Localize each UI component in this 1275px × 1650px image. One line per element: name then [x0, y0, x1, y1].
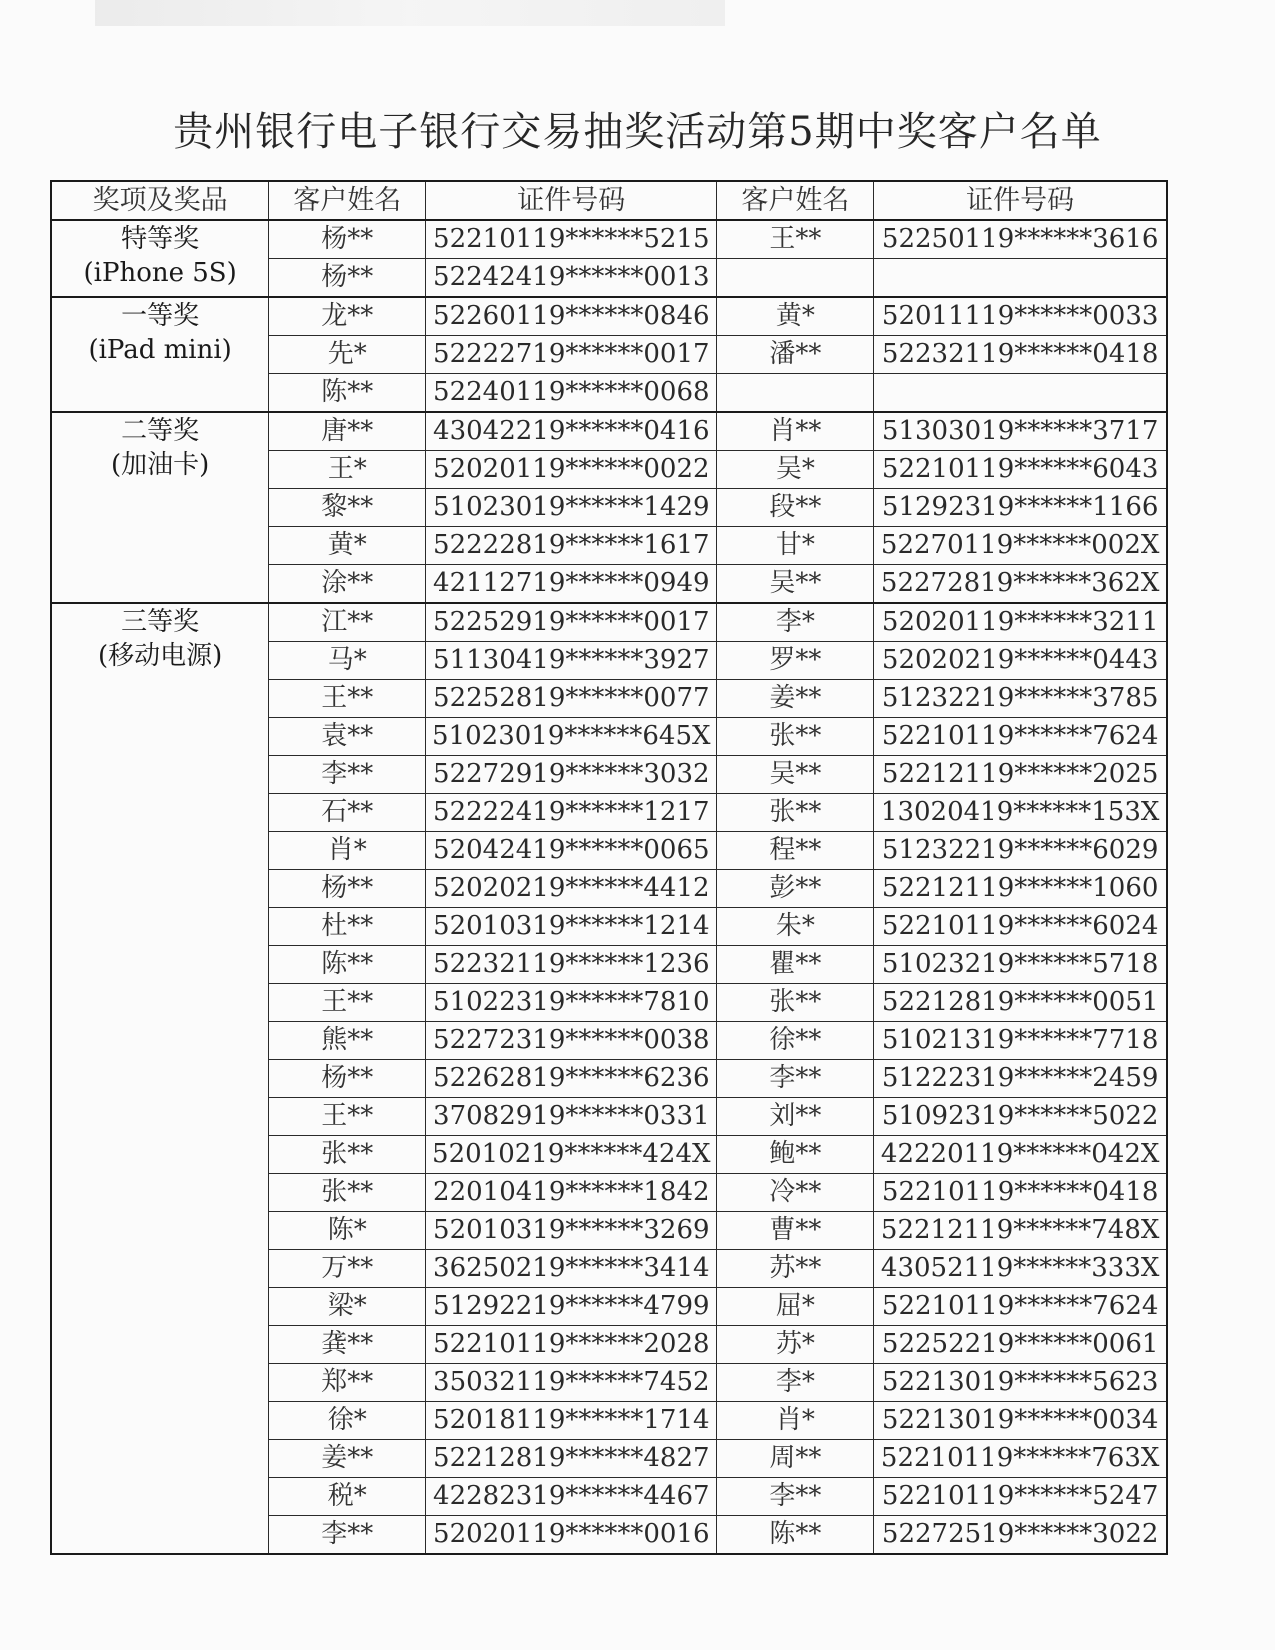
page-title: 贵州银行电子银行交易抽奖活动第5期中奖客户名单 — [173, 109, 1102, 155]
cell-name-left: 杨** — [269, 220, 426, 259]
prize-level: 一等奖 — [121, 301, 200, 331]
cell-name-right: 李** — [717, 1060, 874, 1098]
cell-name-right: 苏** — [717, 1250, 874, 1288]
cell-name-left: 黎** — [269, 489, 426, 527]
winners-table — [50, 180, 1168, 1555]
cell-name-left: 唐** — [269, 412, 426, 451]
table-row — [51, 220, 1167, 259]
cell-name-left: 张** — [269, 1174, 426, 1212]
cell-id-right: 51303019******3717 — [874, 412, 1167, 451]
cell-name-right: 黄* — [717, 297, 874, 336]
cell-name-left: 杨** — [269, 259, 426, 298]
cell-name-right: 彭** — [717, 870, 874, 908]
cell-id-left: 51292219******4799 — [426, 1288, 717, 1326]
cell-id-right: 52232119******0418 — [874, 336, 1167, 374]
cell-name-left: 石** — [269, 794, 426, 832]
cell-name-right: 徐** — [717, 1022, 874, 1060]
cell-id-left: 52242419******0013 — [426, 259, 717, 298]
cell-id-left: 52222819******1617 — [426, 527, 717, 565]
table-row — [51, 412, 1167, 451]
cell-name-right: 肖* — [717, 1402, 874, 1440]
cell-name-right: 周** — [717, 1440, 874, 1478]
cell-id-left: 52222419******1217 — [426, 794, 717, 832]
cell-id-left: 22010419******1842 — [426, 1174, 717, 1212]
cell-name-left: 税* — [269, 1478, 426, 1516]
cell-id-right: 52252219******0061 — [874, 1326, 1167, 1364]
cell-id-right: 51092319******5022 — [874, 1098, 1167, 1136]
cell-id-right: 52213019******5623 — [874, 1364, 1167, 1402]
cell-name-left: 杜** — [269, 908, 426, 946]
table-body — [51, 220, 1167, 1554]
cell-name-right: 罗** — [717, 642, 874, 680]
cell-name-right: 吴* — [717, 451, 874, 489]
prize-item: (iPad mini) — [88, 335, 232, 365]
header-name-right: 客户姓名 — [717, 181, 874, 220]
cell-name-left: 李** — [269, 756, 426, 794]
header-id-left: 证件号码 — [426, 181, 717, 220]
cell-id-right: 51232219******6029 — [874, 832, 1167, 870]
cell-id-right: 52210119******763X — [874, 1440, 1167, 1478]
cell-id-left: 37082919******0331 — [426, 1098, 717, 1136]
prize-item: (iPhone 5S) — [83, 258, 237, 288]
cell-name-right: 鲍** — [717, 1136, 874, 1174]
cell-id-right: 52020119******3211 — [874, 603, 1167, 642]
header-id-right: 证件号码 — [874, 181, 1167, 220]
prize-cell — [51, 297, 269, 412]
cell-id-right: 51292319******1166 — [874, 489, 1167, 527]
cell-id-left: 52020219******4412 — [426, 870, 717, 908]
cell-id-right: 52272819******362X — [874, 565, 1167, 604]
prize-item: (移动电源) — [97, 641, 223, 671]
cell-id-left: 52210119******2028 — [426, 1326, 717, 1364]
cell-id-left: 51023019******1429 — [426, 489, 717, 527]
cell-name-right: 吴** — [717, 565, 874, 604]
cell-id-right — [874, 259, 1167, 298]
cell-id-left: 52010219******424X — [426, 1136, 717, 1174]
cell-name-right: 屈* — [717, 1288, 874, 1326]
cell-name-left: 王** — [269, 984, 426, 1022]
cell-name-left: 郑** — [269, 1364, 426, 1402]
cell-name-left: 江** — [269, 603, 426, 642]
cell-id-left: 52042419******0065 — [426, 832, 717, 870]
cell-id-left: 43042219******0416 — [426, 412, 717, 451]
cell-name-left: 杨** — [269, 870, 426, 908]
cell-name-right: 王** — [717, 220, 874, 259]
cell-id-right: 52272519******3022 — [874, 1516, 1167, 1555]
table-header-row — [51, 181, 1167, 220]
cell-id-left: 52232119******1236 — [426, 946, 717, 984]
cell-id-right: 43052119******333X — [874, 1250, 1167, 1288]
cell-id-right: 52213019******0034 — [874, 1402, 1167, 1440]
cell-id-left: 35032119******7452 — [426, 1364, 717, 1402]
cell-id-left: 42282319******4467 — [426, 1478, 717, 1516]
cell-id-right — [874, 374, 1167, 413]
cell-id-right: 52210119******7624 — [874, 1288, 1167, 1326]
cell-id-right: 52210119******5247 — [874, 1478, 1167, 1516]
cell-id-left: 52240119******0068 — [426, 374, 717, 413]
cell-name-left: 肖* — [269, 832, 426, 870]
cell-id-left: 52212819******4827 — [426, 1440, 717, 1478]
cell-id-right: 52212119******1060 — [874, 870, 1167, 908]
cell-id-left: 42112719******0949 — [426, 565, 717, 604]
cell-name-left: 龙** — [269, 297, 426, 336]
cell-name-right: 苏* — [717, 1326, 874, 1364]
cell-id-left: 52010319******3269 — [426, 1212, 717, 1250]
cell-id-left: 51130419******3927 — [426, 642, 717, 680]
prize-level: 三等奖 — [121, 607, 200, 637]
cell-id-right: 52210119******6024 — [874, 908, 1167, 946]
cell-name-right: 李* — [717, 1364, 874, 1402]
cell-name-right: 张** — [717, 984, 874, 1022]
cell-name-right: 肖** — [717, 412, 874, 451]
cell-name-left: 张** — [269, 1136, 426, 1174]
cell-name-right: 瞿** — [717, 946, 874, 984]
cell-name-right: 冷** — [717, 1174, 874, 1212]
cell-name-right: 吴** — [717, 756, 874, 794]
cell-name-left: 陈** — [269, 374, 426, 413]
cell-name-right: 曹** — [717, 1212, 874, 1250]
cell-name-right: 张** — [717, 794, 874, 832]
cell-name-left: 马* — [269, 642, 426, 680]
cell-name-right: 刘** — [717, 1098, 874, 1136]
cell-id-right: 52212119******2025 — [874, 756, 1167, 794]
cell-id-left: 52222719******0017 — [426, 336, 717, 374]
header-prize: 奖项及奖品 — [51, 181, 269, 220]
cell-name-right: 程** — [717, 832, 874, 870]
cell-name-right: 李** — [717, 1478, 874, 1516]
table-row — [51, 603, 1167, 642]
cell-name-right — [717, 374, 874, 413]
cell-id-left: 52010319******1214 — [426, 908, 717, 946]
cell-id-left: 52020119******0022 — [426, 451, 717, 489]
cell-name-right: 张** — [717, 718, 874, 756]
prize-cell — [51, 412, 269, 603]
cell-name-left: 徐* — [269, 1402, 426, 1440]
prize-item: (加油卡) — [110, 450, 210, 480]
cell-id-left: 52260119******0846 — [426, 297, 717, 336]
cell-id-right: 51023219******5718 — [874, 946, 1167, 984]
cell-name-right: 陈** — [717, 1516, 874, 1555]
cell-name-left: 龚** — [269, 1326, 426, 1364]
cell-name-left: 陈** — [269, 946, 426, 984]
cell-name-right: 甘* — [717, 527, 874, 565]
cell-id-left: 52252819******0077 — [426, 680, 717, 718]
cell-id-left: 52018119******1714 — [426, 1402, 717, 1440]
cell-id-left: 52272919******3032 — [426, 756, 717, 794]
header-name-left: 客户姓名 — [269, 181, 426, 220]
cell-name-left: 先* — [269, 336, 426, 374]
cell-name-left: 杨** — [269, 1060, 426, 1098]
cell-id-right: 51222319******2459 — [874, 1060, 1167, 1098]
cell-name-left: 袁** — [269, 718, 426, 756]
cell-name-left: 万** — [269, 1250, 426, 1288]
cell-id-right: 51232219******3785 — [874, 680, 1167, 718]
cell-name-right: 姜** — [717, 680, 874, 718]
cell-name-left: 王* — [269, 451, 426, 489]
prize-level: 特等奖 — [121, 224, 200, 254]
cell-id-right: 13020419******153X — [874, 794, 1167, 832]
cell-name-left: 陈* — [269, 1212, 426, 1250]
cell-name-left: 涂** — [269, 565, 426, 604]
cell-id-right: 52210119******6043 — [874, 451, 1167, 489]
cell-id-left: 52210119******5215 — [426, 220, 717, 259]
cell-name-left: 王** — [269, 1098, 426, 1136]
cell-id-right: 52210119******7624 — [874, 718, 1167, 756]
cell-name-left: 姜** — [269, 1440, 426, 1478]
cell-id-left: 52252919******0017 — [426, 603, 717, 642]
cell-id-right: 52210119******0418 — [874, 1174, 1167, 1212]
prize-level: 二等奖 — [121, 416, 200, 446]
cell-name-right: 段** — [717, 489, 874, 527]
cell-id-right: 52212819******0051 — [874, 984, 1167, 1022]
cell-id-left: 52272319******0038 — [426, 1022, 717, 1060]
cell-name-left: 梁* — [269, 1288, 426, 1326]
scan-artifact — [95, 0, 725, 26]
cell-name-right: 潘** — [717, 336, 874, 374]
cell-name-right: 李* — [717, 603, 874, 642]
cell-name-left: 王** — [269, 680, 426, 718]
cell-id-left: 51023019******645X — [426, 718, 717, 756]
cell-id-right: 42220119******042X — [874, 1136, 1167, 1174]
cell-id-right: 52250119******3616 — [874, 220, 1167, 259]
cell-id-left: 51022319******7810 — [426, 984, 717, 1022]
prize-cell — [51, 603, 269, 1554]
prize-cell — [51, 220, 269, 297]
cell-id-right: 52212119******748X — [874, 1212, 1167, 1250]
cell-name-right — [717, 259, 874, 298]
cell-id-left: 36250219******3414 — [426, 1250, 717, 1288]
cell-id-right: 52270119******002X — [874, 527, 1167, 565]
cell-id-left: 52020119******0016 — [426, 1516, 717, 1555]
cell-name-left: 黄* — [269, 527, 426, 565]
cell-id-right: 52020219******0443 — [874, 642, 1167, 680]
cell-name-left: 李** — [269, 1516, 426, 1555]
cell-name-right: 朱* — [717, 908, 874, 946]
cell-id-left: 52262819******6236 — [426, 1060, 717, 1098]
cell-name-left: 熊** — [269, 1022, 426, 1060]
cell-id-right: 52011119******0033 — [874, 297, 1167, 336]
cell-id-right: 51021319******7718 — [874, 1022, 1167, 1060]
table-row — [51, 297, 1167, 336]
